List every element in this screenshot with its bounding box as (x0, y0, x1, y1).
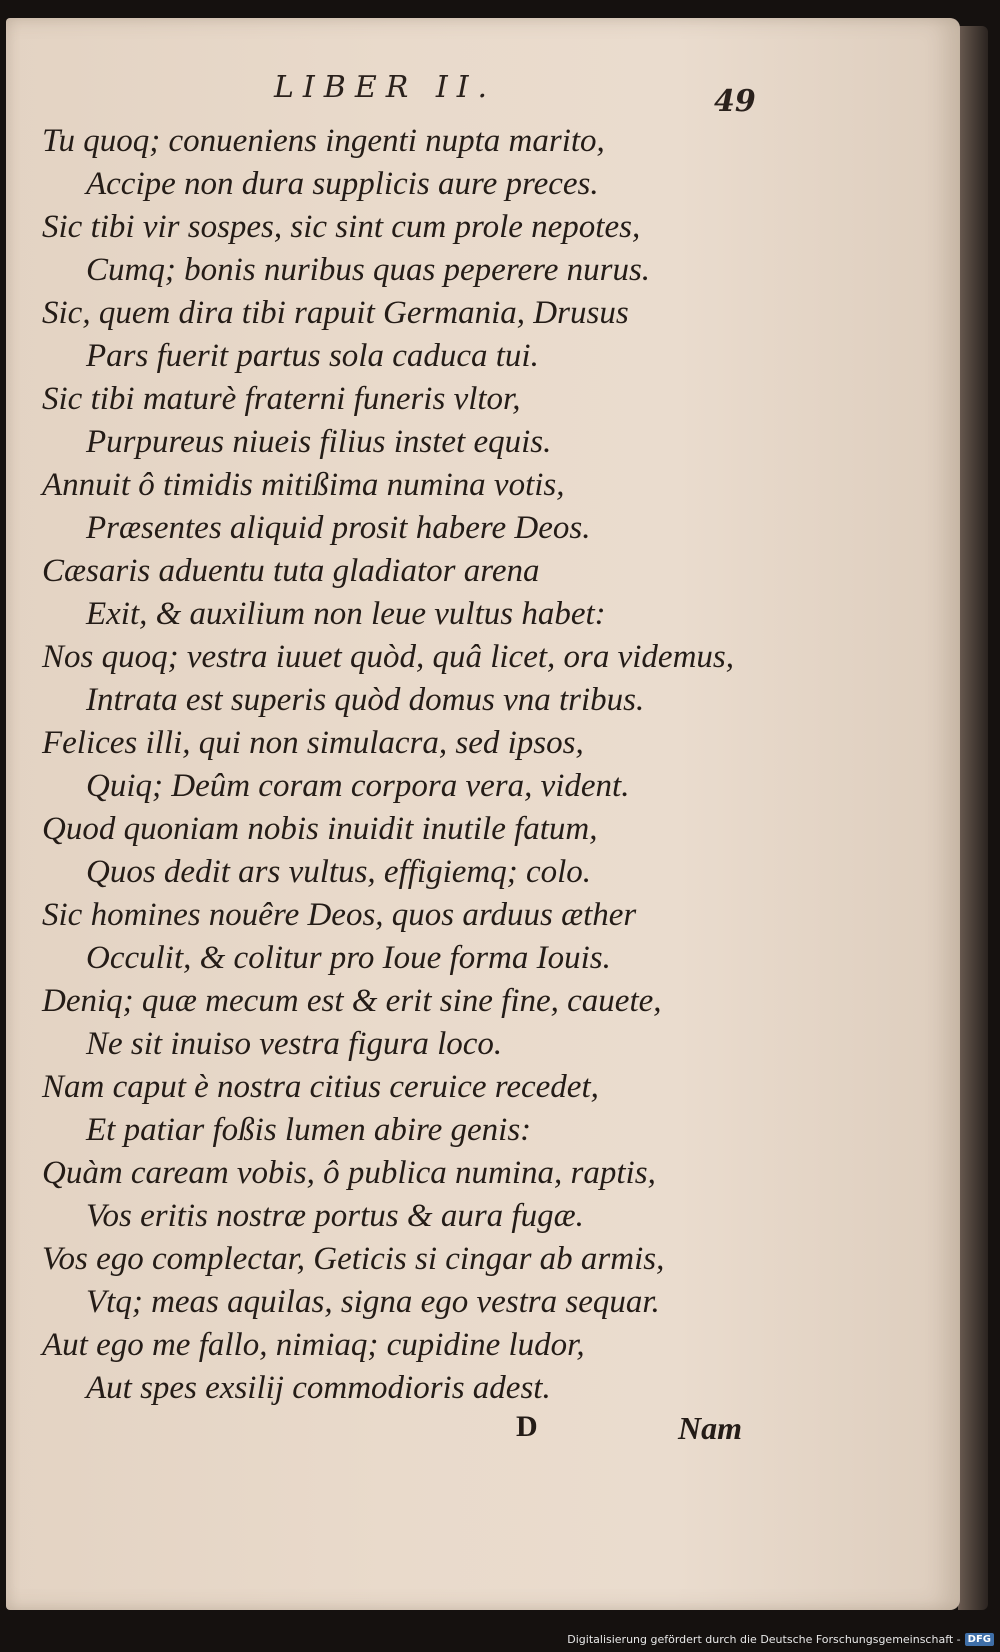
verse-line: Sic, quem dira tibi rapuit Germania, Drusus (42, 295, 629, 331)
verse-line: Aut spes exsilij commodioris adest. (86, 1370, 551, 1406)
folio-number: 49 (714, 84, 756, 119)
verse-line: Ne sit inuiso vestra figura loco. (86, 1026, 503, 1062)
verse-line: Cumq; bonis nuribus quas peperere nurus. (86, 252, 651, 288)
verse-line: Pars fuerit partus sola caduca tui. (86, 338, 539, 374)
signature-mark: D (516, 1410, 538, 1443)
verse-line: Aut ego me fallo, nimiaq; cupidine ludor, (42, 1327, 585, 1363)
verse-line: Quos dedit ars vultus, effigiemq; colo. (86, 854, 592, 890)
verse-line: Purpureus niueis filius instet equis. (86, 424, 552, 460)
book-page-edge (958, 26, 988, 1610)
verse-line: Quàm caream vobis, ô publica numina, raptis, (42, 1155, 656, 1191)
verse-line: Cæsaris aduentu tuta gladiator arena (42, 553, 540, 589)
verse-line: Nos quoq; vestra iuuet quòd, quâ licet, ora videmus, (42, 639, 735, 675)
verse-line: Et patiar foßis lumen abire genis: (86, 1112, 532, 1148)
verse-line: Sic tibi vir sospes, sic sint cum prole nepotes, (42, 209, 641, 245)
book-page (6, 18, 960, 1610)
verse-line: Quiq; Deûm coram corpora vera, vident. (86, 768, 630, 804)
verse-line: Vos ego complectar, Geticis si cingar ab armis, (42, 1241, 665, 1277)
verse-line: Tu quoq; conueniens ingenti nupta marito, (42, 123, 605, 159)
verse-line: Occulit, & colitur pro Ioue forma Iouis. (86, 940, 611, 976)
verse-line: Intrata est superis quòd domus vna tribus. (86, 682, 645, 718)
digitization-credit (567, 1630, 994, 1648)
verse-line: Annuit ô timidis mitißima numina votis, (42, 467, 565, 503)
verse-line: Accipe non dura supplicis aure preces. (86, 166, 599, 202)
verse-block (42, 120, 922, 1410)
verse-line: Præsentes aliquid prosit habere Deos. (86, 510, 591, 546)
dfg-logo-icon: DFG (965, 1633, 994, 1646)
catchword: Nam (678, 1410, 742, 1446)
verse-line: Nam caput è nostra citius ceruice recedet, (42, 1069, 599, 1105)
running-title: LIBER II. (274, 70, 497, 105)
verse-line: Quod quoniam nobis inuidit inutile fatum, (42, 811, 598, 847)
credit-text: Digitalisierung gefördert durch die Deutsche Forschungsgemeinschaft - (567, 1632, 961, 1646)
verse-line: Sic homines nouêre Deos, quos arduus æther (42, 897, 637, 933)
verse-line: Vtq; meas aquilas, signa ego vestra sequar. (86, 1284, 660, 1320)
verse-line: Exit, & auxilium non leue vultus habet: (86, 596, 606, 632)
verse-line: Deniq; quæ mecum est & erit sine fine, cauete, (42, 983, 662, 1019)
verse-line: Felices illi, qui non simulacra, sed ipsos, (42, 725, 584, 761)
verse-line: Sic tibi maturè fraterni funeris vltor, (42, 381, 521, 417)
verse-line: Vos eritis nostræ portus & aura fugæ. (86, 1198, 584, 1234)
